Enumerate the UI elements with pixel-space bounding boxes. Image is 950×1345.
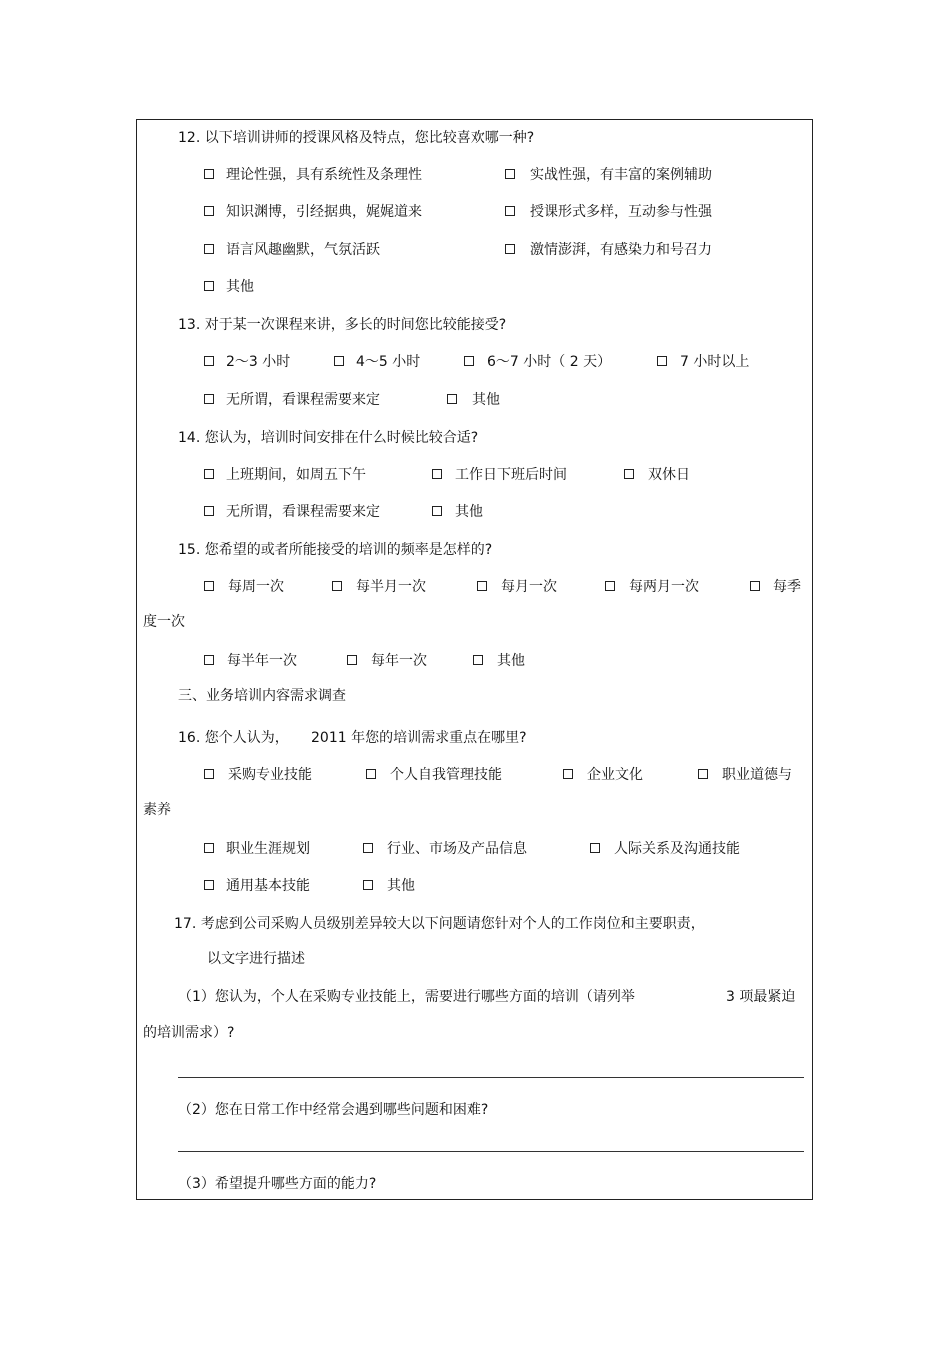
option-label: 其他 (497, 653, 525, 669)
option-label: 4～5 小时 (356, 354, 421, 370)
checkbox[interactable] (432, 506, 442, 516)
q16-title: 16. 您个人认为， (178, 730, 289, 746)
q17-title: 17. 考虑到公司采购人员级别差异较大以下问题请您针对个人的工作岗位和主要职责， (174, 916, 705, 932)
option-label: 每月一次 (501, 579, 557, 595)
checkbox[interactable] (204, 206, 214, 216)
checkbox[interactable] (204, 394, 214, 404)
option-label: 每半年一次 (227, 653, 297, 669)
option-label: 职业道德与 (722, 767, 792, 783)
option-label: 企业文化 (587, 767, 643, 783)
option-label-wrap: 度一次 (143, 614, 185, 630)
q17-title-cont: 以文字进行描述 (207, 951, 305, 967)
answer-line[interactable] (178, 1151, 804, 1152)
section-heading: 三、业务培训内容需求调查 (178, 688, 346, 704)
q17-sub2: （2）您在日常工作中经常会遇到哪些问题和困难? (178, 1102, 489, 1118)
option-label: 每周一次 (228, 579, 284, 595)
checkbox[interactable] (204, 469, 214, 479)
q17-sub3: （3）希望提升哪些方面的能力? (178, 1176, 377, 1192)
option-label: 采购专业技能 (228, 767, 312, 783)
option-label: 人际关系及沟通技能 (614, 841, 740, 857)
option-label: 每年一次 (371, 653, 427, 669)
checkbox[interactable] (204, 581, 214, 591)
option-label: 其他 (472, 392, 500, 408)
option-label: 理论性强，具有系统性及条理性 (226, 167, 422, 183)
option-label: 职业生涯规划 (226, 841, 310, 857)
checkbox[interactable] (204, 769, 214, 779)
option-label: 工作日下班后时间 (455, 467, 567, 483)
option-label: 其他 (387, 878, 415, 894)
checkbox[interactable] (505, 169, 515, 179)
option-label: 上班期间，如周五下午 (226, 467, 366, 483)
checkbox[interactable] (204, 843, 214, 853)
option-label: 行业、市场及产品信息 (387, 841, 527, 857)
checkbox[interactable] (477, 581, 487, 591)
checkbox[interactable] (204, 880, 214, 890)
q15-title: 15. 您希望的或者所能接受的培训的频率是怎样的? (178, 542, 493, 558)
checkbox[interactable] (464, 356, 474, 366)
checkbox[interactable] (505, 244, 515, 254)
checkbox[interactable] (624, 469, 634, 479)
checkbox[interactable] (447, 394, 457, 404)
checkbox[interactable] (505, 206, 515, 216)
q12-title: 12. 以下培训讲师的授课风格及特点，您比较喜欢哪一种? (178, 130, 535, 146)
checkbox[interactable] (334, 356, 344, 366)
option-label: 2～3 小时 (226, 354, 291, 370)
option-label: 6～7 小时（ 2 天） (487, 354, 612, 370)
option-label: 授课形式多样，互动参与性强 (530, 204, 712, 220)
option-label: 无所谓，看课程需要来定 (226, 392, 380, 408)
q17-sub1-wrap: 的培训需求）? (143, 1025, 235, 1041)
checkbox[interactable] (432, 469, 442, 479)
option-label: 每两月一次 (629, 579, 699, 595)
checkbox[interactable] (204, 244, 214, 254)
option-label: 实战性强，有丰富的案例辅助 (530, 167, 712, 183)
q17-sub1-cont: 3 项最紧迫 (726, 989, 796, 1005)
checkbox[interactable] (363, 843, 373, 853)
answer-line[interactable] (178, 1077, 804, 1078)
checkbox[interactable] (750, 581, 760, 591)
checkbox[interactable] (332, 581, 342, 591)
option-label: 每半月一次 (356, 579, 426, 595)
checkbox[interactable] (366, 769, 376, 779)
checkbox[interactable] (657, 356, 667, 366)
option-label: 语言风趣幽默，气氛活跃 (226, 242, 380, 258)
option-label: 通用基本技能 (226, 878, 310, 894)
checkbox[interactable] (347, 655, 357, 665)
checkbox[interactable] (473, 655, 483, 665)
checkbox[interactable] (204, 356, 214, 366)
option-label: 双休日 (648, 467, 690, 483)
q17-sub1: （1）您认为，个人在采购专业技能上，需要进行哪些方面的培训（请列举 (178, 989, 635, 1005)
checkbox[interactable] (363, 880, 373, 890)
q13-title: 13. 对于某一次课程来讲，多长的时间您比较能接受? (178, 317, 507, 333)
option-label: 7 小时以上 (680, 354, 750, 370)
option-label: 激情澎湃，有感染力和号召力 (530, 242, 712, 258)
option-label: 无所谓，看课程需要来定 (226, 504, 380, 520)
q16-title-cont: 2011 年您的培训需求重点在哪里? (311, 730, 527, 746)
q14-title: 14. 您认为，培训时间安排在什么时候比较合适? (178, 430, 479, 446)
checkbox[interactable] (563, 769, 573, 779)
option-label: 知识渊博，引经据典，娓娓道来 (226, 204, 422, 220)
option-label: 个人自我管理技能 (390, 767, 502, 783)
checkbox[interactable] (204, 655, 214, 665)
checkbox[interactable] (204, 506, 214, 516)
checkbox[interactable] (698, 769, 708, 779)
option-label: 每季 (773, 579, 801, 595)
option-label: 其他 (455, 504, 483, 520)
checkbox[interactable] (590, 843, 600, 853)
option-label: 其他 (226, 279, 254, 295)
checkbox[interactable] (605, 581, 615, 591)
checkbox[interactable] (204, 169, 214, 179)
checkbox[interactable] (204, 281, 214, 291)
option-label-wrap: 素养 (143, 802, 171, 818)
